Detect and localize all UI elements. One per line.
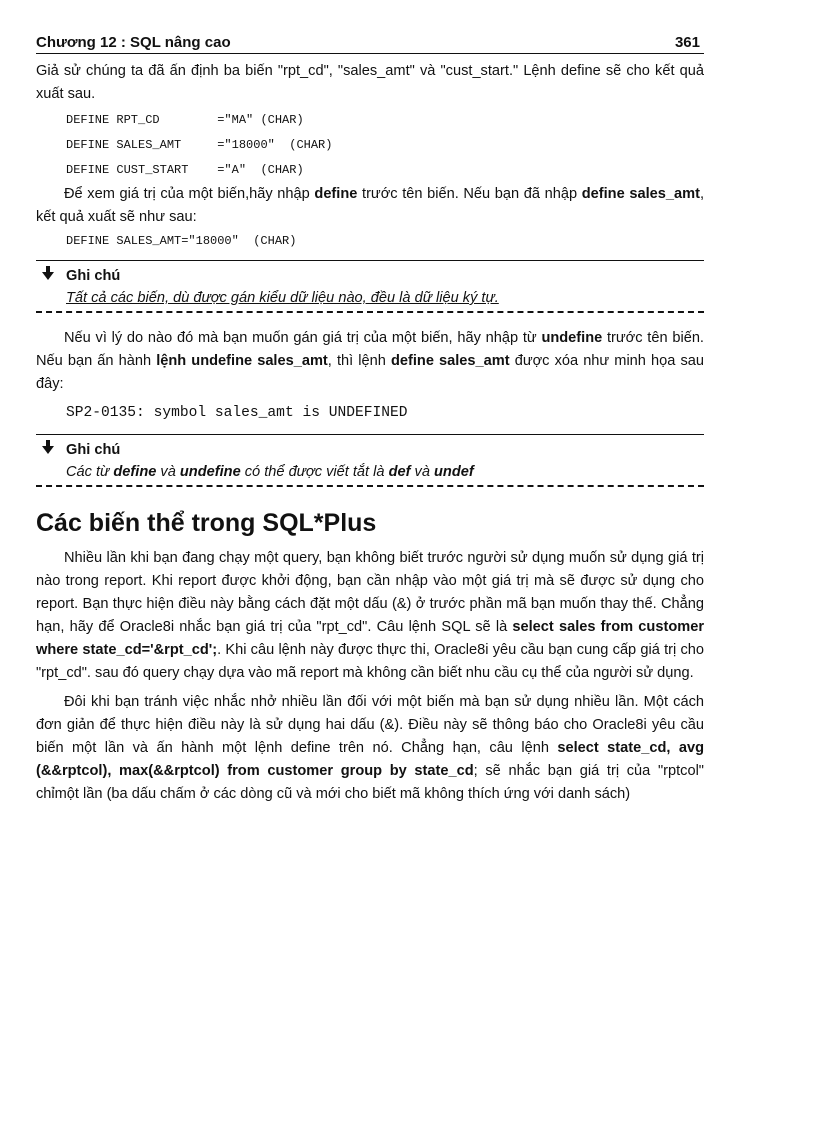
note-bottom-dashed-rule [36, 311, 704, 313]
note-title: Ghi chú [66, 442, 121, 458]
running-header [36, 28, 704, 54]
chapter-title: Chương 12 : SQL nâng cao [36, 34, 231, 51]
substitution-paragraph-1: Nhiều lần khi bạn đang chạy một query, bạn không biết trước người sử dụng muốn sử dụng giá trị nào trong report. Khi report được khởi động, bạn cần nhập vào một giá trị mà sẽ được sử dụng cho report. Bạn thực hiện điều này bằng cách đặt một dấu (&) ở trước phần mã bạn muốn thay thế. Chẳng hạn, hãy để Oracle8i nhắc bạn giá trị của "rpt_cd". Câu lệnh SQL sẽ là select sales from customer where state_cd='&rpt_cd';. Khi câu lệnh này được thực thi, Oracle8i yêu cầu bạn cung cấp giá trị cho "rpt_cd". sau đó query chạy dựa vào mã report mà không cần biết nhu cầu cụ thể của người sử dụng. [36, 550, 705, 681]
page-number: 361 [674, 34, 700, 51]
down-arrow-icon [42, 439, 54, 461]
undefine-paragraph: Nếu vì lý do nào đó mà bạn muốn gán giá trị của một biến, hãy nhập từ undefine trước tên biến. Nếu bạn ấn hành lệnh undefine sales_amt, thì lệnh define sales_amt được xóa như minh họa sau đây: [36, 330, 704, 392]
book-page [36, 28, 704, 806]
down-arrow-icon [42, 265, 54, 287]
undefined-message: SP2-0135: symbol sales_amt is UNDEFINED [66, 405, 408, 421]
section-heading: Các biến thể trong SQL*Plus [36, 509, 377, 537]
note-box-2 [36, 435, 704, 487]
note-box-1 [36, 261, 704, 313]
define-output-block [36, 108, 704, 183]
note-bottom-dashed-rule [36, 485, 704, 487]
substitution-paragraph-2: Đôi khi bạn tránh việc nhắc nhở nhiều lần đối với một biến mà bạn sử dụng nhiều lần. Một cách đơn giản để thực hiện điều này là sử dụng hai dấu (&). Điều này sẽ thông báo cho Oracle8i yêu cầu biến một lần và ấn hành một lệnh define trên nó. Chẳng hạn, câu lệnh select state_cd, avg (&&rptcol), max(&&rptcol) from customer group by state_cd; sẽ nhắc bạn giá trị của "rptcol" chỉmột lần (ba dấu chấm ở các dòng cũ và mới cho biết mã không thích ứng với danh sách) [36, 694, 704, 802]
note-title: Ghi chú [66, 268, 121, 284]
note-body: Tất cả các biến, dù được gán kiểu dữ liệu nào, đều là dữ liệu ký tự. [66, 290, 499, 306]
view-variable-paragraph: Để xem giá trị của một biến,hãy nhập define trước tên biến. Nếu bạn đã nhập define sales_amt, kết quả xuất sẽ như sau: [36, 186, 704, 225]
code-line: DEFINE CUST_START ="A" (CHAR) [66, 163, 304, 177]
intro-paragraph: Giả sử chúng ta đã ấn định ba biến "rpt_cd", "sales_amt" và "cust_start." Lệnh define sẽ cho kết quả xuất sau. [36, 63, 704, 102]
code-line: DEFINE RPT_CD ="MA" (CHAR) [66, 113, 304, 127]
define-sales-amt-output: DEFINE SALES_AMT="18000" (CHAR) [66, 234, 297, 248]
code-line: DEFINE SALES_AMT ="18000" (CHAR) [66, 138, 333, 152]
note-body: Các từ define và undefine có thể được viết tắt là def và undef [66, 464, 474, 480]
